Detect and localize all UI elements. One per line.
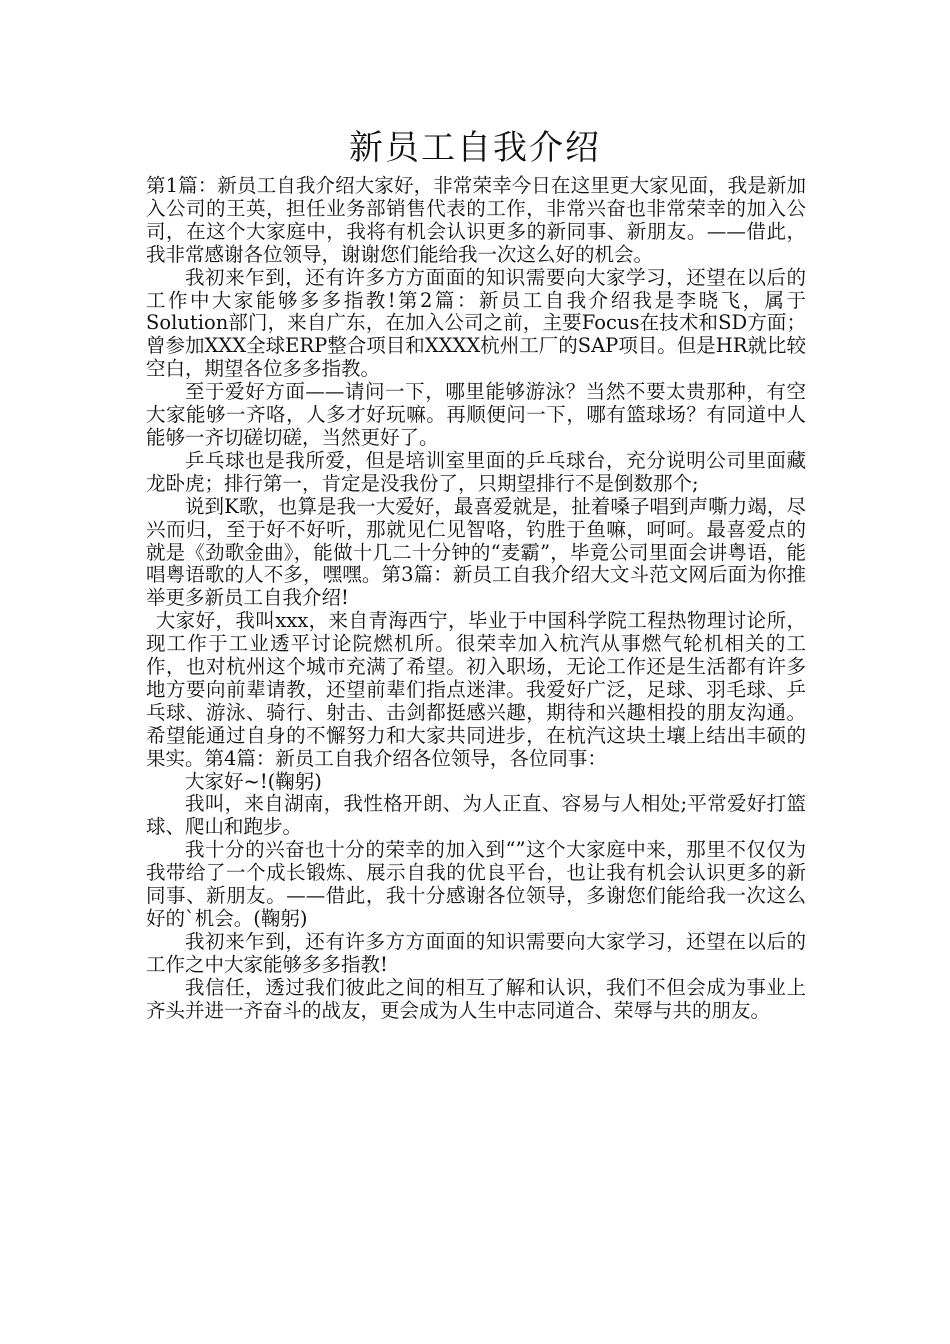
paragraph-4: 乒乓球也是我所爱，但是培训室里面的乒乓球台，充分说明公司里面藏龙卧虎；排行第一，肯定是没我份了，只期望排行不是倒数那个; <box>146 448 806 495</box>
paragraph-1: 第1篇：新员工自我介绍大家好，非常荣幸今日在这里更大家见面，我是新加入公司的王英，担任业务部销售代表的工作，非常兴奋也非常荣幸的加入公司，在这个大家庭中，我将有机会认识更多的新同事、新朋友。——借此，我非常感谢各位领导，谢谢您们能给我一次这么好的机会。 <box>146 174 806 266</box>
paragraph-3: 至于爱好方面——请问一下，哪里能够游泳？当然不要太贵那种，有空大家能够一齐咯，人多才好玩嘛。再顺便问一下，哪有篮球场？有同道中人能够一齐切磋切磋，当然更好了。 <box>146 380 806 449</box>
paragraph-6: 大家好，我叫xxx，来自青海西宁，毕业于中国科学院工程热物理讨论所，现工作于工业透平讨论院燃机所。很荣幸加入杭汽从事燃气轮机相关的工作，也对杭州这个城市充满了希望。初入职场，无论工作还是生活都有许多地方要向前辈请教，还望前辈们指点迷津。我爱好广泛，足球、羽毛球、乒乓球、游泳、骑行、射击、击剑都挺感兴趣，期待和兴趣相投的朋友沟通。希望能通过自身的不懈努力和大家共同进步，在杭汽这块土壤上结出丰硕的果实。第4篇：新员工自我介绍各位领导，各位同事： <box>146 609 806 770</box>
paragraph-11: 我信任，透过我们彼此之间的相互了解和认识，我们不但会成为事业上齐头并进一齐奋斗的战友，更会成为人生中志同道合、荣辱与共的朋友。 <box>146 975 806 1022</box>
paragraph-5: 说到K歌，也算是我一大爱好，最喜爱就是，扯着嗓子唱到声嘶力竭，尽兴而归，至于好不好听，那就见仁见智咯，钓胜于鱼嘛，呵呵。最喜爱点的就是《劲歌金曲》，能做十几二十分钟的“麦霸”，毕竟公司里面会讲粤语，能唱粤语歌的人不多，嘿嘿。第3篇：新员工自我介绍大文斗范文网后面为你推举更多新员工自我介绍! <box>146 494 806 610</box>
paragraph-8: 我叫，来自湖南，我性格开朗、为人正直、容易与人相处;平常爱好打篮球、爬山和跑步。 <box>146 792 806 839</box>
document-title: 新员工自我介绍 <box>349 128 601 168</box>
paragraph-2: 我初来乍到，还有许多方方面面的知识需要向大家学习，还望在以后的工作中大家能够多多指教!第2篇：新员工自我介绍我是李晓飞，属于Solution部门，来自广东，在加入公司之前，主要Focus在技术和SD方面；曾参加XXX全球ERP整合项目和XXXX杭州工厂的SAP项目。但是HR就比较空白，期望各位多多指教。 <box>146 265 806 381</box>
paragraph-9: 我十分的兴奋也十分的荣幸的加入到“”这个大家庭中来，那里不仅仅为我带给了一个成长锻炼、展示自我的优良平台，也让我有机会认识更多的新同事、新朋友。——借此，我十分感谢各位领导，多谢您们能给我一次这么好的`机会。(鞠躬) <box>146 838 806 930</box>
paragraph-7: 大家好~!(鞠躬) <box>185 769 322 793</box>
paragraph-10: 我初来乍到，还有许多方方面面的知识需要向大家学习，还望在以后的工作之中大家能够多多指教! <box>146 929 806 976</box>
document-body <box>146 175 806 1023</box>
